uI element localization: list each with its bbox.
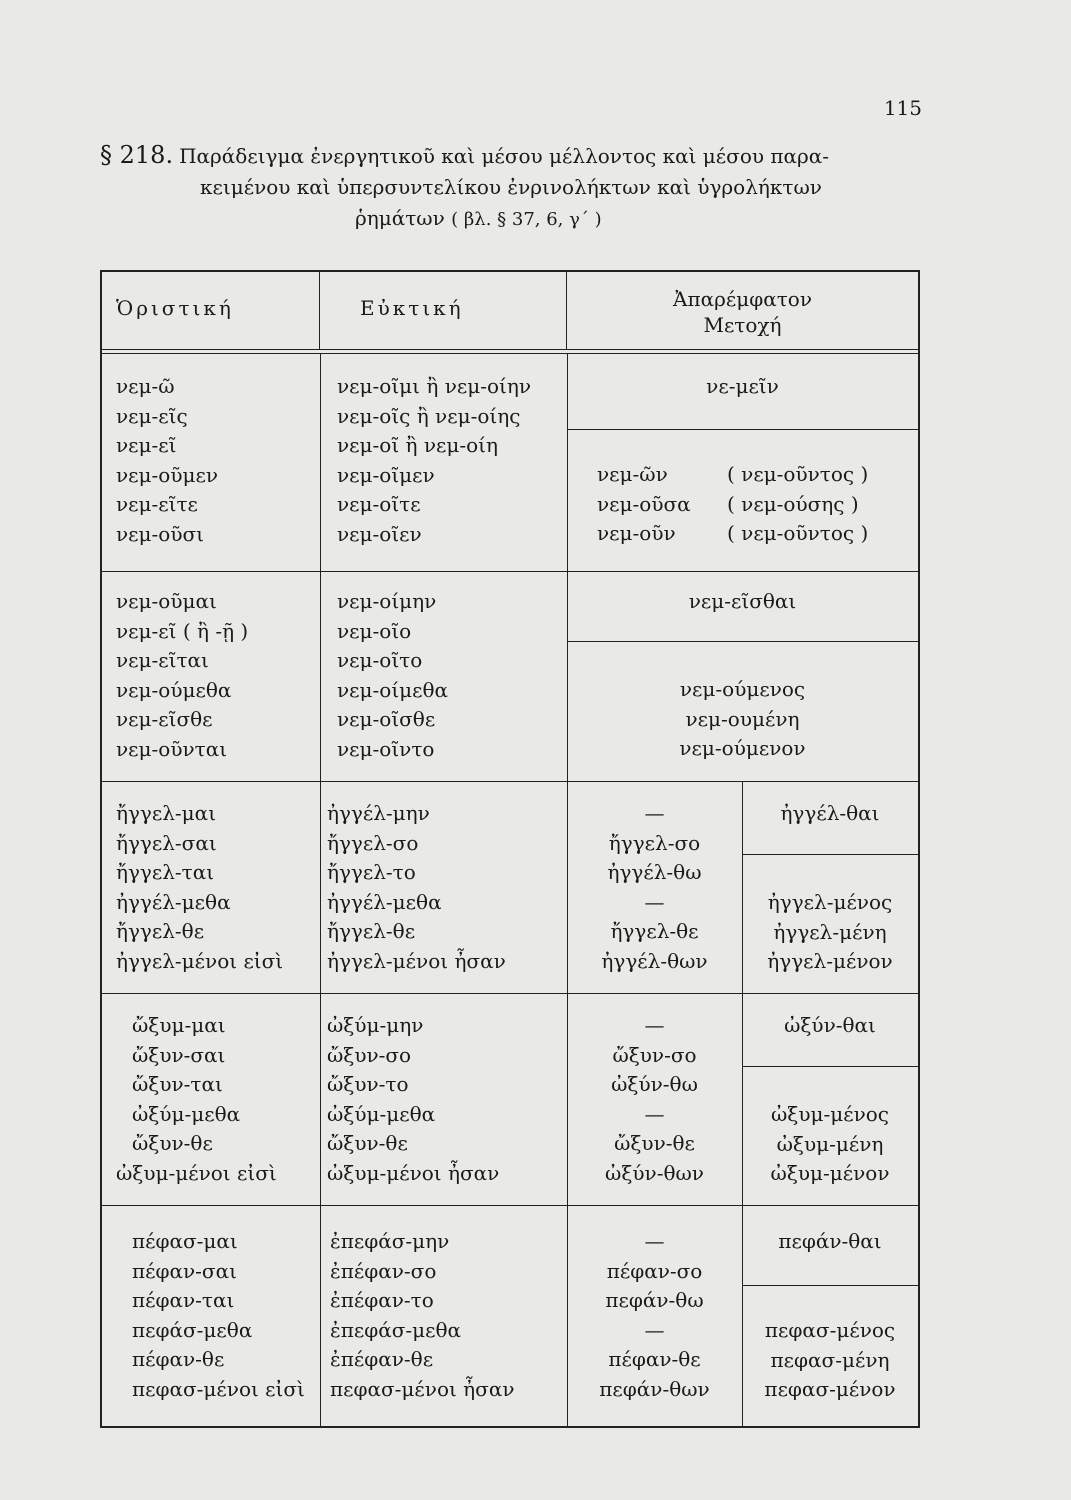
indicative-column [132,1227,305,1404]
form: ὠξύμ-μην [327,1013,424,1037]
optative-column [330,1227,514,1404]
form: νεμ-ούμενος [679,677,806,701]
optative-column [327,799,506,976]
form: νεμ-ουμένη [685,706,800,731]
form: πέφαν-σαι [132,1258,237,1283]
block-perfect-liquid-2 [102,1205,918,1426]
form: ἠγγελ-μένος [767,890,893,914]
form: ἠγγέλ-μην [327,801,430,825]
form: ὠξύν-θων [605,1160,704,1185]
form: νεμ-οῦσι [116,521,204,546]
imperative-column [567,1011,742,1188]
form: ἤγγελ-θε [610,919,699,943]
form: νεμ-οῖτο [337,648,423,672]
form: ἐπέφαν-θε [330,1347,434,1371]
form: νεμ-οῦν [597,521,676,545]
optative-column [337,372,531,549]
indicative-column [116,587,248,764]
form: νεμ-οῖς ἢ νεμ-οίης [337,403,521,428]
form: πέφαν-θε [132,1347,225,1371]
form: — [644,1229,665,1253]
form: ἤγγελ-θε [327,919,416,943]
form: — [644,1101,665,1126]
form: — [644,1013,665,1037]
form: πεφασ-μένη [770,1347,890,1372]
header-indicative: Ὁριστική [102,272,320,349]
form: ὠξυμ-μένοι ἦσαν [327,1160,500,1185]
infinitive-cell: νεμ-εῖσθαι [688,589,797,613]
imperative-column [567,799,742,976]
header-optative: Εὐκτική [320,272,567,349]
form: νεμ-οῖο [337,618,412,643]
indicative-column [116,799,283,976]
form: πεφασ-μένος [764,1318,896,1342]
cell-divider [742,854,918,855]
cell-divider [567,429,918,430]
form: νεμ-οῖεν [337,521,422,546]
form: ὠξύν-θω [611,1072,698,1096]
form: — [644,889,665,914]
form: ἤγγελ-ται [116,860,215,884]
form: ἤγγελ-θε [116,919,205,943]
paradigm-table [100,270,920,1428]
block-active-future [102,354,918,571]
indicative-column [116,372,218,549]
form: ἐπεφάσ-μην [330,1229,450,1253]
form: ἤγγελ-το [327,860,416,884]
form: ὤξυν-σαι [132,1042,226,1067]
block-perfect-liquid-1 [102,781,918,993]
form: νεμ-οῖτε [337,492,421,516]
cell-divider [742,1285,918,1286]
form: νεμ-οίμην [337,589,437,613]
form: νεμ-οῖσθε [337,707,436,731]
form: πεφασ-μένοι ἦσαν [330,1376,515,1401]
form: νεμ-οίμεθα [337,677,449,702]
heading-line-1: Παράδειγμα ἐνεργητικοῦ καὶ μέσου μέλλοντος καὶ μέσου παρα- [179,144,830,168]
form: ἠγγέλ-μεθα [327,889,442,914]
heading-line-3: ῥημάτων [355,206,445,230]
form: νεμ-ῶ [116,374,175,398]
form: νεμ-εῖται [116,648,209,672]
form: νεμ-ούμεθα [116,677,232,702]
block-middle-future [102,571,918,781]
form: ὠξυμ-μένοι εἰσὶ [116,1160,277,1185]
form: νεμ-οῖμι ἢ νεμ-οίην [337,374,531,398]
infinitive-cell: ἠγγέλ-θαι [780,801,880,825]
form: πέφαν-θε [608,1347,701,1371]
page-number: 115 [883,96,922,120]
heading-reference: ( βλ. § 37, 6, γ΄ ) [451,209,602,230]
column-divider [320,781,321,993]
imperative-column [567,1227,742,1404]
column-divider [320,354,321,571]
form: ὤξυν-θε [327,1131,408,1155]
form: ὤξυν-σο [327,1042,412,1067]
form: ἐπεφάσ-μεθα [330,1317,462,1342]
participle-cell [742,888,918,977]
form: πεφάσ-μεθα [132,1317,253,1342]
optative-column [337,587,448,764]
form: νεμ-οῖντο [337,736,435,761]
infinitive-cell: νε-μεῖν [706,374,779,398]
section-heading [100,140,930,235]
form: ὠξύμ-μεθα [327,1101,436,1126]
optative-column [327,1011,499,1188]
participle-cell [567,675,918,764]
column-divider [320,571,321,781]
form: ἠγγελ-μένοι εἰσὶ [116,948,284,973]
indicative-column [116,1011,277,1188]
participle-cell [742,1100,918,1189]
header-infinitive: Ἀπαρέμφατον [673,287,812,311]
block-perfect-nasal [102,993,918,1205]
infinitive-cell: ὠξύν-θαι [784,1013,876,1037]
form: ὤξυν-θε [614,1131,695,1155]
form: ἠγγέλ-μεθα [116,889,231,914]
form: ἠγγέλ-θω [607,860,702,884]
participle-genitives [727,460,868,549]
form: νεμ-ῶν [597,462,668,486]
section-number: § 218. [100,141,174,169]
form: πεφασ-μένοι εἰσὶ [132,1376,305,1401]
column-divider [320,1205,321,1426]
form: πέφαν-ται [132,1288,235,1312]
form: νεμ-εῖ [116,433,177,457]
column-divider [320,993,321,1205]
form: νεμ-οῖ ἢ νεμ-οίη [337,433,498,457]
form: πεφάν-θω [605,1288,704,1312]
form: ὤξυν-ται [132,1072,223,1096]
form: ἐπέφαν-το [330,1288,434,1312]
form: νεμ-εῖσθε [116,707,213,731]
header-infinitive-participle [567,272,918,349]
form: ὠξυμ-μένη [776,1131,884,1156]
form: — [644,1317,665,1342]
genitive: ( νεμ-οῦντος ) [727,521,869,545]
form: πεφασ-μένον [764,1377,896,1401]
form: νεμ-εῖ ( ἢ -ῇ ) [116,618,249,643]
form: ἤγγελ-σο [327,830,419,855]
form: νεμ-εῖς [116,403,188,428]
form: ὤξυμ-μαι [132,1013,226,1037]
cell-divider [742,1066,918,1067]
form: πεφάν-θων [599,1376,710,1401]
form: ἤγγελ-σαι [116,830,217,855]
participle-cell [742,1316,918,1405]
form: ἠγγελ-μένη [773,919,887,944]
infinitive-cell: πεφάν-θαι [778,1229,882,1253]
form: νεμ-ούμενον [679,736,806,760]
genitive: ( νεμ-οῦντος ) [727,462,869,486]
genitive: ( νεμ-ούσης ) [727,491,859,516]
form: ὠξυμ-μένον [770,1161,890,1185]
form: ἠγγελ-μένον [767,949,893,973]
participle-forms [597,460,691,549]
form: ὤξυν-το [327,1072,409,1096]
form: — [644,801,665,825]
form: ἤγγελ-σο [608,830,701,855]
form: ἠγγέλ-θων [601,948,708,973]
form: νεμ-εῖτε [116,492,198,516]
heading-line-2: κειμένου καὶ ὑπερσυντελίκου ἐνρινολήκτων καὶ ὑγρολήκτων [200,175,822,199]
form: νεμ-οῦμεν [116,462,218,487]
form: πέφασ-μαι [132,1229,238,1253]
form: ὤξυν-σο [612,1042,697,1067]
form: πέφαν-σο [606,1258,703,1283]
form: νεμ-οῦμαι [116,589,217,613]
form: ἤγγελ-μαι [116,801,217,825]
form: ὠξύμ-μεθα [132,1101,241,1126]
form: νεμ-οῦσα [597,491,691,516]
form: ὤξυν-θε [132,1131,213,1155]
form: ὠξυμ-μένος [771,1102,889,1126]
form: ἐπέφαν-σο [330,1258,437,1283]
form: νεμ-οῦνται [116,736,228,761]
cell-divider [567,641,918,642]
form: νεμ-οῖμεν [337,462,435,487]
header-participle: Μετοχή [703,313,782,337]
form: ἠγγελ-μένοι ἦσαν [327,948,506,973]
